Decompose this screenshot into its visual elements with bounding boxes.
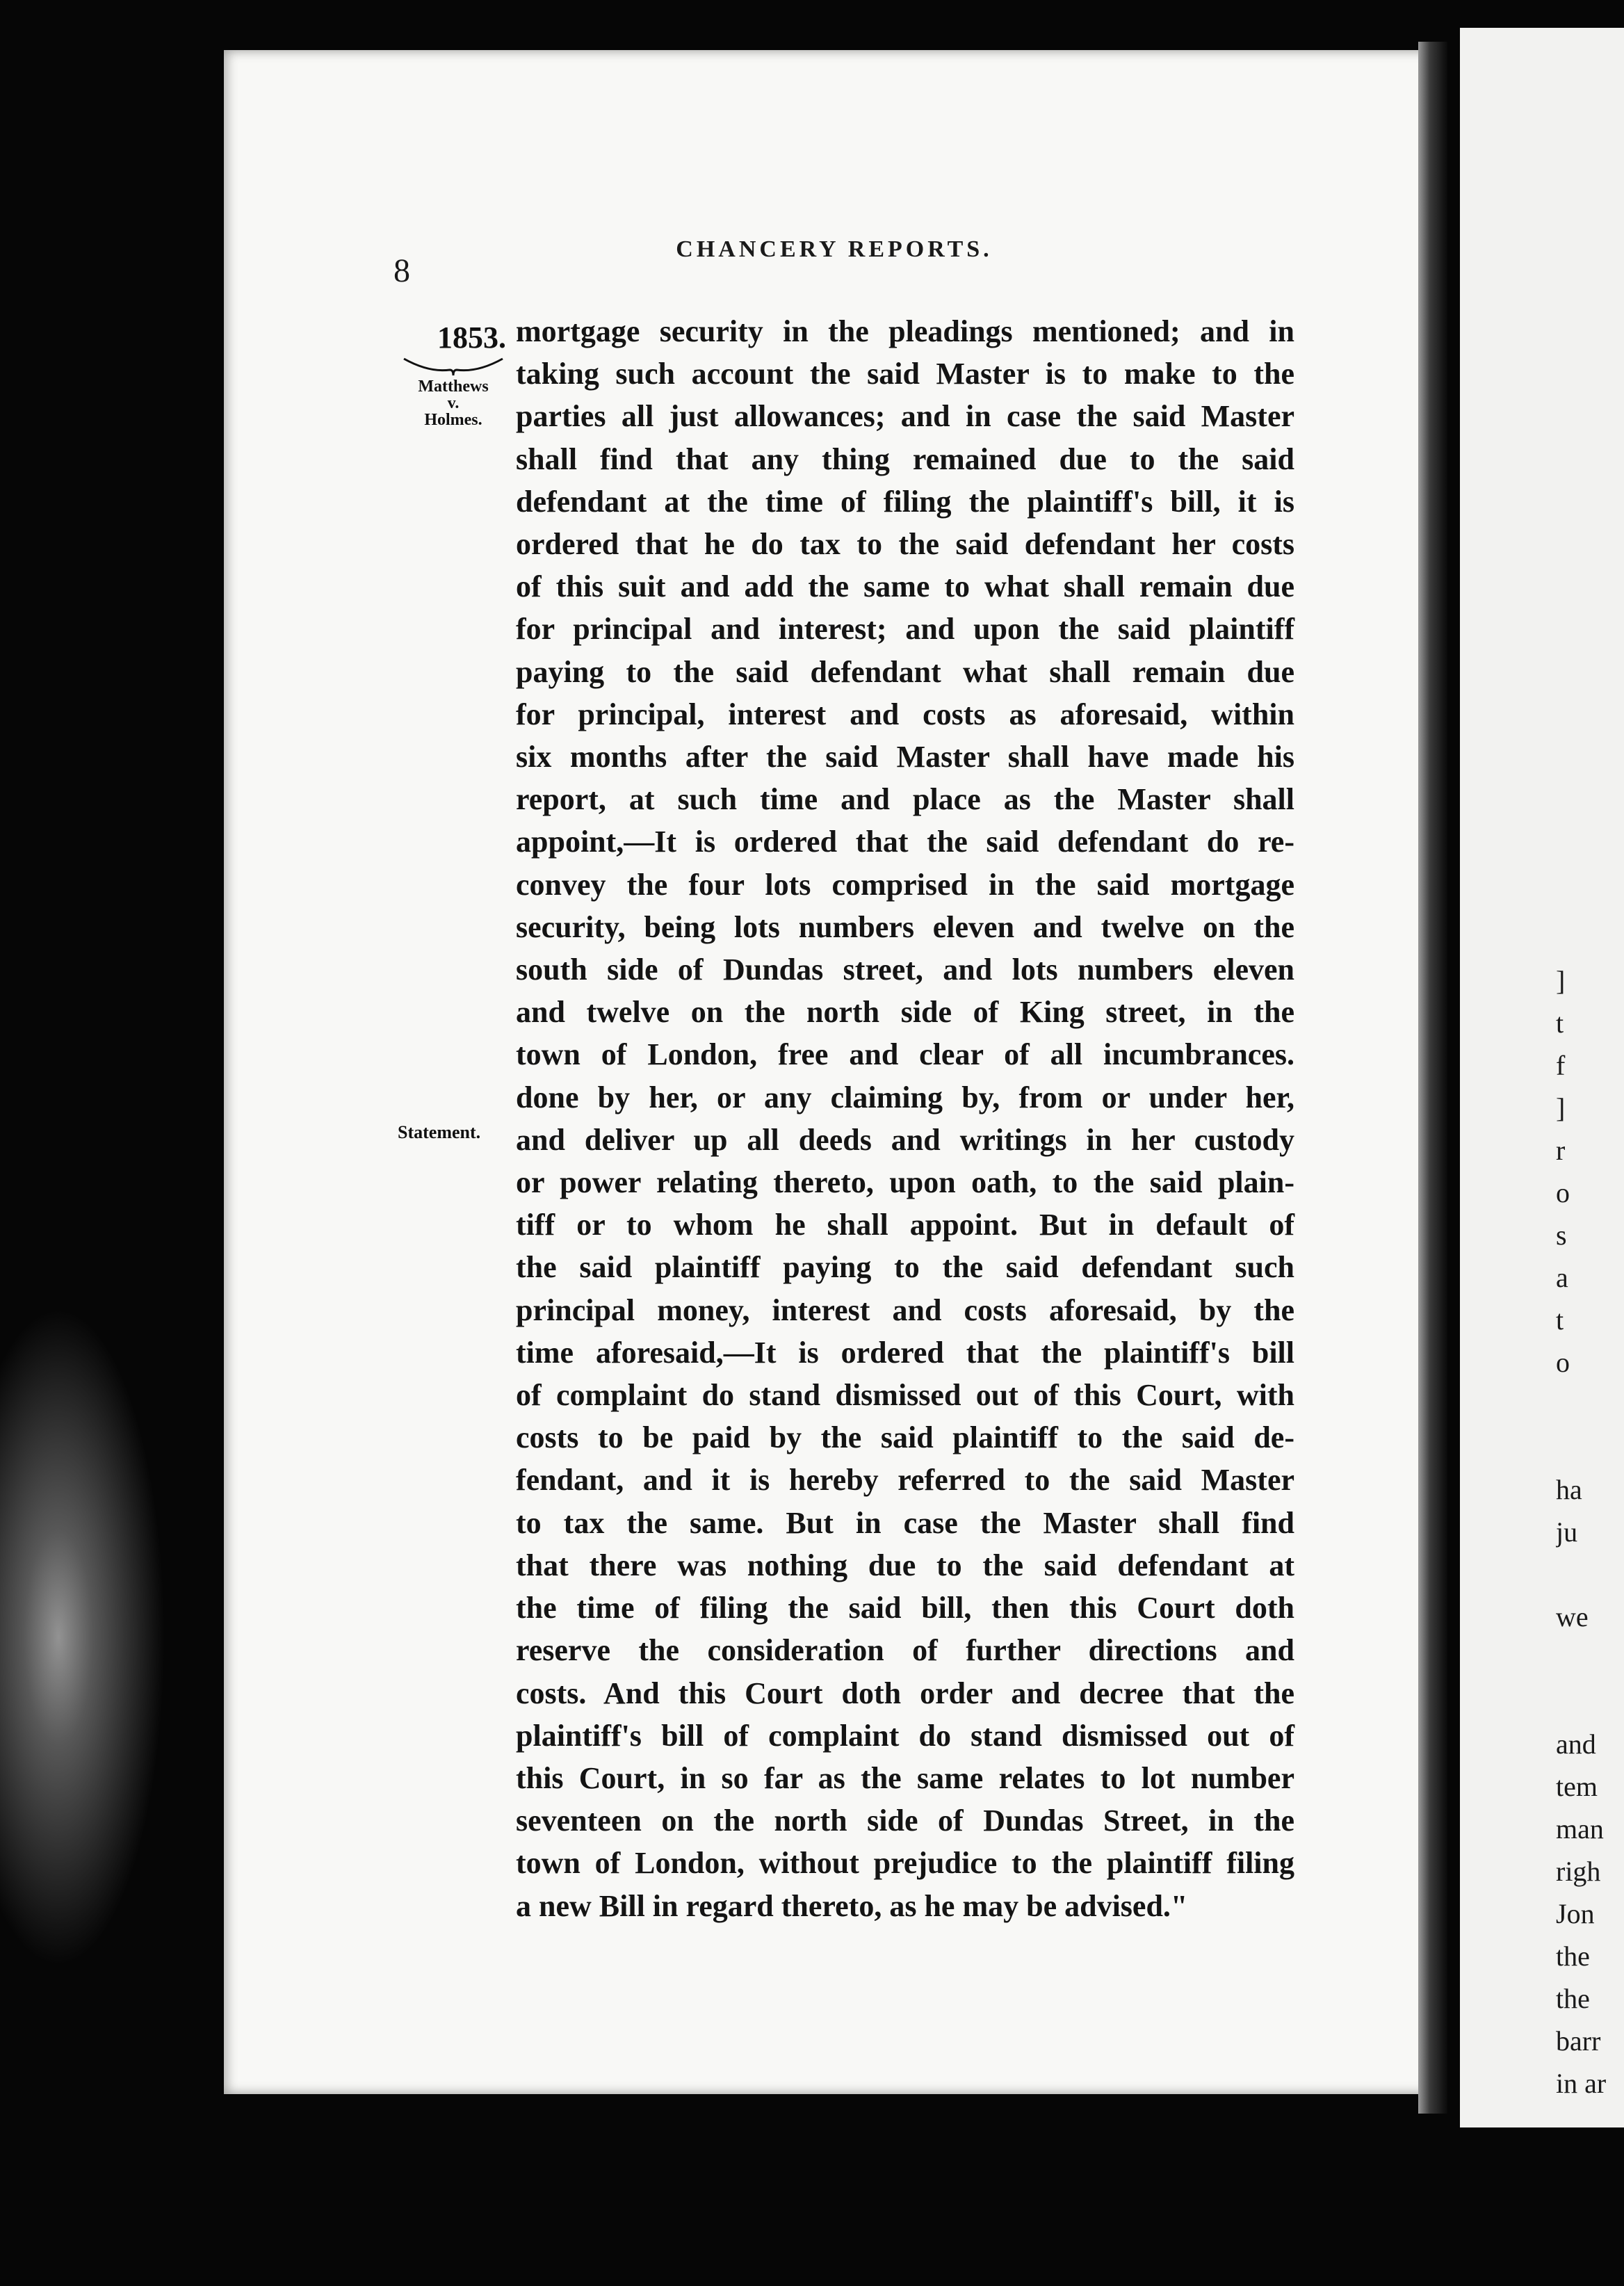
text-line: and twelve on the north side of King street, in the [516, 995, 1294, 1030]
facing-page-fragment [1556, 1384, 1624, 1426]
facing-page-fragment: o [1556, 1347, 1570, 1378]
text-line: reserve the consideration of further directions and [516, 1633, 1294, 1668]
text-line: south side of Dundas street, and lots numbers eleven [516, 952, 1294, 987]
text-line: ordered that he do tax to the said defendant her costs [516, 527, 1294, 562]
text-line: the said plaintiff paying to the said defendant such [516, 1250, 1294, 1285]
text-line: a new Bill in regard thereto, as he may be advised." [516, 1888, 1188, 1923]
marginal-note [398, 321, 509, 428]
text-line: time aforesaid,—It is ordered that the plaintiff's bill [516, 1335, 1294, 1370]
facing-page-fragment: o [1556, 1177, 1570, 1208]
case-defendant: Holmes. [424, 411, 482, 429]
facing-page-fragment: ] [1556, 1092, 1566, 1124]
text-line: mortgage security in the pleadings mentioned; and in [516, 314, 1294, 348]
text-line: plaintiff's bill of complaint do stand dismissed out of [516, 1718, 1294, 1753]
marginal-statement-label: Statement. [398, 1122, 481, 1142]
facing-page-fragment [1556, 1426, 1624, 1468]
text-line: that there was nothing due to the said defendant at [516, 1548, 1294, 1582]
text-line: to tax the same. But in case the Master shall find [516, 1505, 1294, 1540]
facing-page-text-fragments [1556, 959, 1624, 2105]
facing-page-fragment: a [1556, 1262, 1568, 1293]
text-line: six months after the said Master shall have made his [516, 740, 1294, 775]
text-line: of this suit and add the same to what shall remain due [516, 569, 1294, 604]
text-line: this Court, in so far as the same relates to lot number [516, 1760, 1294, 1795]
text-line: shall find that any thing remained due to the said [516, 441, 1294, 476]
text-line: seventeen on the north side of Dundas Street, in the [516, 1803, 1294, 1838]
facing-page-fragment: t [1556, 1007, 1564, 1039]
text-line: done by her, or any claiming by, from or under her, [516, 1080, 1294, 1114]
facing-page-fragment: ] [1556, 965, 1566, 996]
text-line: principal money, interest and costs aforesaid, by the [516, 1292, 1294, 1327]
text-line: costs. And this Court doth order and decree that the [516, 1676, 1294, 1710]
text-line: convey the four lots comprised in the said mortgage [516, 867, 1294, 902]
text-line: of complaint do stand dismissed out of this Court, with [516, 1378, 1294, 1413]
facing-page-fragment: we [1556, 1601, 1589, 1632]
case-versus: v. [447, 394, 460, 412]
page-number: 8 [393, 252, 410, 289]
facing-page-fragment: s [1556, 1219, 1567, 1251]
text-line: defendant at the time of filing the plaintiff's bill, it is [516, 484, 1294, 519]
text-line: and deliver up all deeds and writings in her custody [516, 1122, 1294, 1157]
scan-edge-artifact [0, 1217, 195, 1981]
case-plaintiff: Matthews [418, 378, 489, 396]
facing-page-fragment [1556, 1638, 1624, 1680]
facing-page-fragment: r [1556, 1135, 1566, 1166]
text-line: or power relating thereto, upon oath, to the said plain- [516, 1165, 1294, 1200]
text-line: tiff or to whom he shall appoint. But in default of [516, 1208, 1294, 1242]
facing-page-fragment: the [1556, 1940, 1590, 1972]
facing-page-fragment: and [1556, 1728, 1596, 1760]
facing-page-fragment: man [1556, 1813, 1604, 1845]
body-text [516, 310, 1294, 1927]
text-line: for principal, interest and costs as aforesaid, within [516, 697, 1294, 731]
facing-page-fragment: Jon [1556, 1898, 1595, 1929]
text-line: town of London, free and clear of all incumbrances. [516, 1037, 1294, 1072]
facing-page-fragment: tem [1556, 1771, 1598, 1802]
page-gutter-shadow [1418, 42, 1447, 2114]
text-line: costs to be paid by the said plaintiff to the said de- [516, 1420, 1294, 1455]
facing-page-fragment: ju [1556, 1516, 1578, 1548]
text-line: security, being lots numbers eleven and twelve on the [516, 909, 1294, 944]
facing-page-fragment: righ [1556, 1856, 1601, 1887]
facing-page-fragment: barr [1556, 2025, 1601, 2057]
facing-page-fragment: the [1556, 1983, 1590, 2014]
facing-page-fragment: f [1556, 1050, 1566, 1081]
curly-brace-icon [401, 355, 505, 378]
text-line: taking such account the said Master is to make to the [516, 357, 1294, 391]
facing-page-fragment [1556, 1680, 1624, 1723]
text-line: for principal and interest; and upon the said plaintiff [516, 612, 1294, 647]
running-title: CHANCERY REPORTS. [676, 236, 993, 262]
text-line: appoint,—It is ordered that the said defendant do re- [516, 825, 1294, 859]
text-line: the time of filing the said bill, then this Court doth [516, 1591, 1294, 1626]
facing-page-fragment [1556, 1553, 1624, 1596]
margin-year: 1853. [437, 321, 506, 355]
facing-page-fragment: t [1556, 1304, 1564, 1336]
facing-page-fragment: ha [1556, 1474, 1582, 1505]
facing-page-fragment: in ar [1556, 2068, 1607, 2099]
text-line: parties all just allowances; and in case the said Master [516, 399, 1294, 434]
text-line: paying to the said defendant what shall remain due [516, 654, 1294, 689]
text-line: fendant, and it is hereby referred to the said Master [516, 1463, 1294, 1498]
text-line: town of London, without prejudice to the plaintiff filing [516, 1846, 1294, 1881]
text-line: report, at such time and place as the Master shall [516, 782, 1294, 817]
